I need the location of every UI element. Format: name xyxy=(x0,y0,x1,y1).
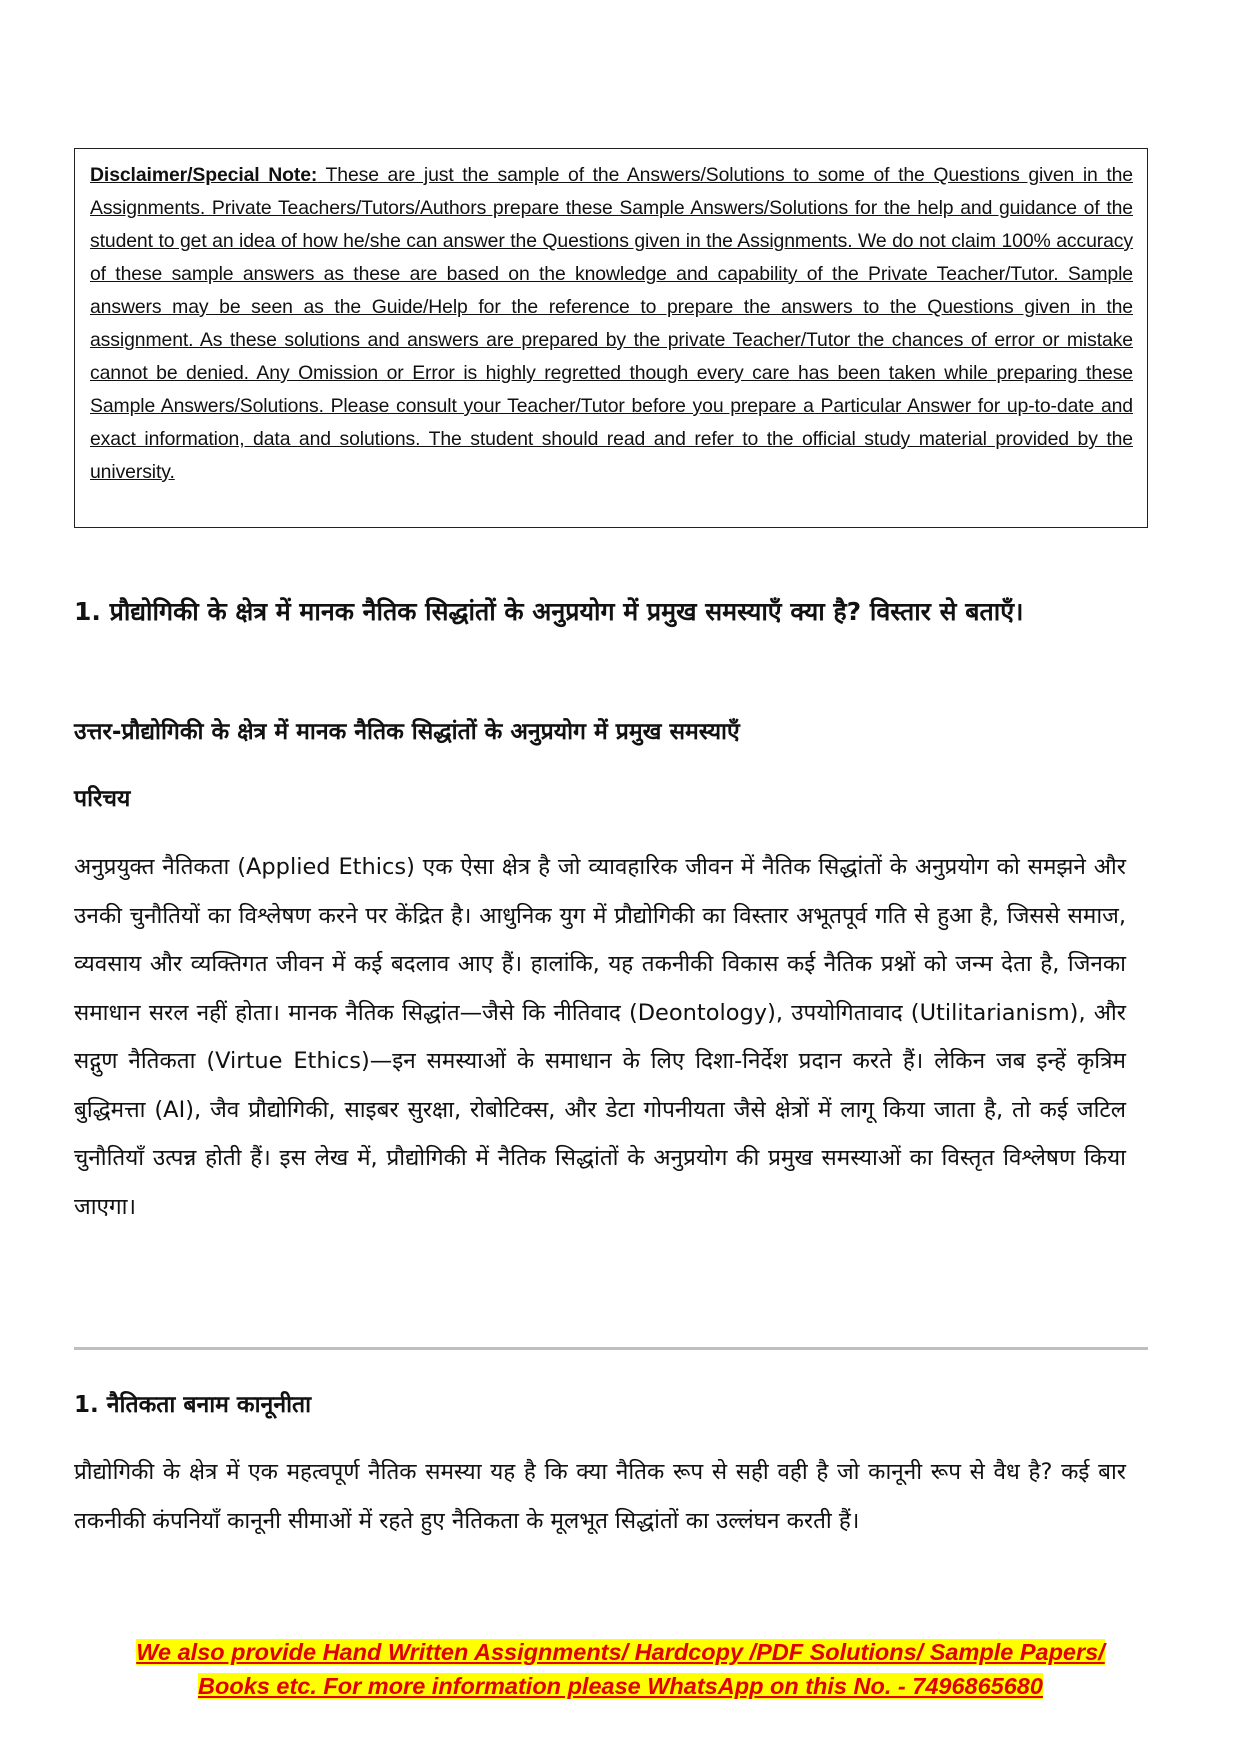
section1-heading: 1. नैतिकता बनाम कानूनीता xyxy=(74,1392,312,1418)
promo-footer xyxy=(0,1635,1241,1703)
intro-heading: परिचय xyxy=(74,786,131,812)
section1-paragraph: प्रौद्योगिकी के क्षेत्र में एक महत्वपूर्ण नैतिक समस्या यह है कि क्या नैतिक रूप से सही वही है जो कानूनी रूप से वैध है? कई बार तकनीकी कंपनियाँ कानूनी सीमाओं में रहते हुए नैतिकता के मूलभूत सिद्धांतों का उल्लंघन करती हैं। xyxy=(74,1459,1126,1534)
promo-line-1: We also provide Hand Written Assignments/ Hardcopy /PDF Solutions/ Sample Papers/ xyxy=(136,1639,1105,1665)
answer-title: उत्तर-प्रौद्योगिकी के क्षेत्र में मानक नैतिक सिद्धांतों के अनुप्रयोग में प्रमुख समस्याएँ xyxy=(74,719,740,745)
section-divider xyxy=(74,1347,1148,1350)
disclaimer-text: These are just the sample of the Answers/Solutions to some of the Questions given in the Assignments. Private Teachers/Tutors/Authors prepare these Sample Answers/Solutions for the help and guidance of the student to get an idea of how he/she can answer the Questions given in the Assignments. We do not claim 100% accuracy of these sample answers as these are based on the knowledge and capability of the Private Teacher/Tutor. Sample answers may be seen as the Guide/Help for the reference to prepare the answers to the Questions given in the assignment. As these solutions and answers are prepared by the private Teacher/Tutor the chances of error or mistake cannot be denied. Any Omission or Error is highly regretted though every care has been taken while preparing these Sample Answers/Solutions. Please consult your Teacher/Tutor before you prepare a Particular Answer for up-to-date and exact information, data and solutions. The student should read and refer to the official study material provided by the university. xyxy=(90,164,1133,483)
promo-line-2: Books etc. For more information please WhatsApp on this No. - 7496865680 xyxy=(198,1673,1043,1699)
disclaimer-label: Disclaimer/Special Note: xyxy=(90,164,318,186)
question-title: 1. प्रौद्योगिकी के क्षेत्र में मानक नैतिक सिद्धांतों के अनुप्रयोग में प्रमुख समस्याएँ क्या है? विस्तार से बताएँ। xyxy=(74,597,1024,626)
intro-paragraph: अनुप्रयुक्त नैतिकता (Applied Ethics) एक ऐसा क्षेत्र है जो व्यावहारिक जीवन में नैतिक सिद्धांतों के अनुप्रयोग को समझने और उनकी चुनौतियों का विश्लेषण करने पर केंद्रित है। आधुनिक युग में प्रौद्योगिकी का विस्तार अभूतपूर्व गति से हुआ है, जिससे समाज, व्यवसाय और व्यक्तिगत जीवन में कई बदलाव आए हैं। हालांकि, यह तकनीकी विकास कई नैतिक प्रश्नों को जन्म देता है, जिनका समाधान सरल नहीं होता। मानक नैतिक सिद्धांत—जैसे कि नीतिवाद (Deontology), उपयोगितावाद (Utilitarianism), और सद्गुण नैतिकता (Virtue Ethics)—इन समस्याओं के समाधान के लिए दिशा-निर्देश प्रदान करते हैं। लेकिन जब इन्हें कृत्रिम बुद्धिमत्ता (AI), जैव प्रौद्योगिकी, साइबर सुरक्षा, रोबोटिक्स, और डेटा गोपनीयता जैसे क्षेत्रों में लागू किया जाता है, तो कई जटिल चुनौतियाँ उत्पन्न होती हैं। इस लेख में, प्रौद्योगिकी में नैतिक सिद्धांतों के अनुप्रयोग की प्रमुख समस्याओं का विस्तृत विश्लेषण किया जाएगा। xyxy=(74,854,1126,1220)
disclaimer-box xyxy=(74,148,1148,528)
